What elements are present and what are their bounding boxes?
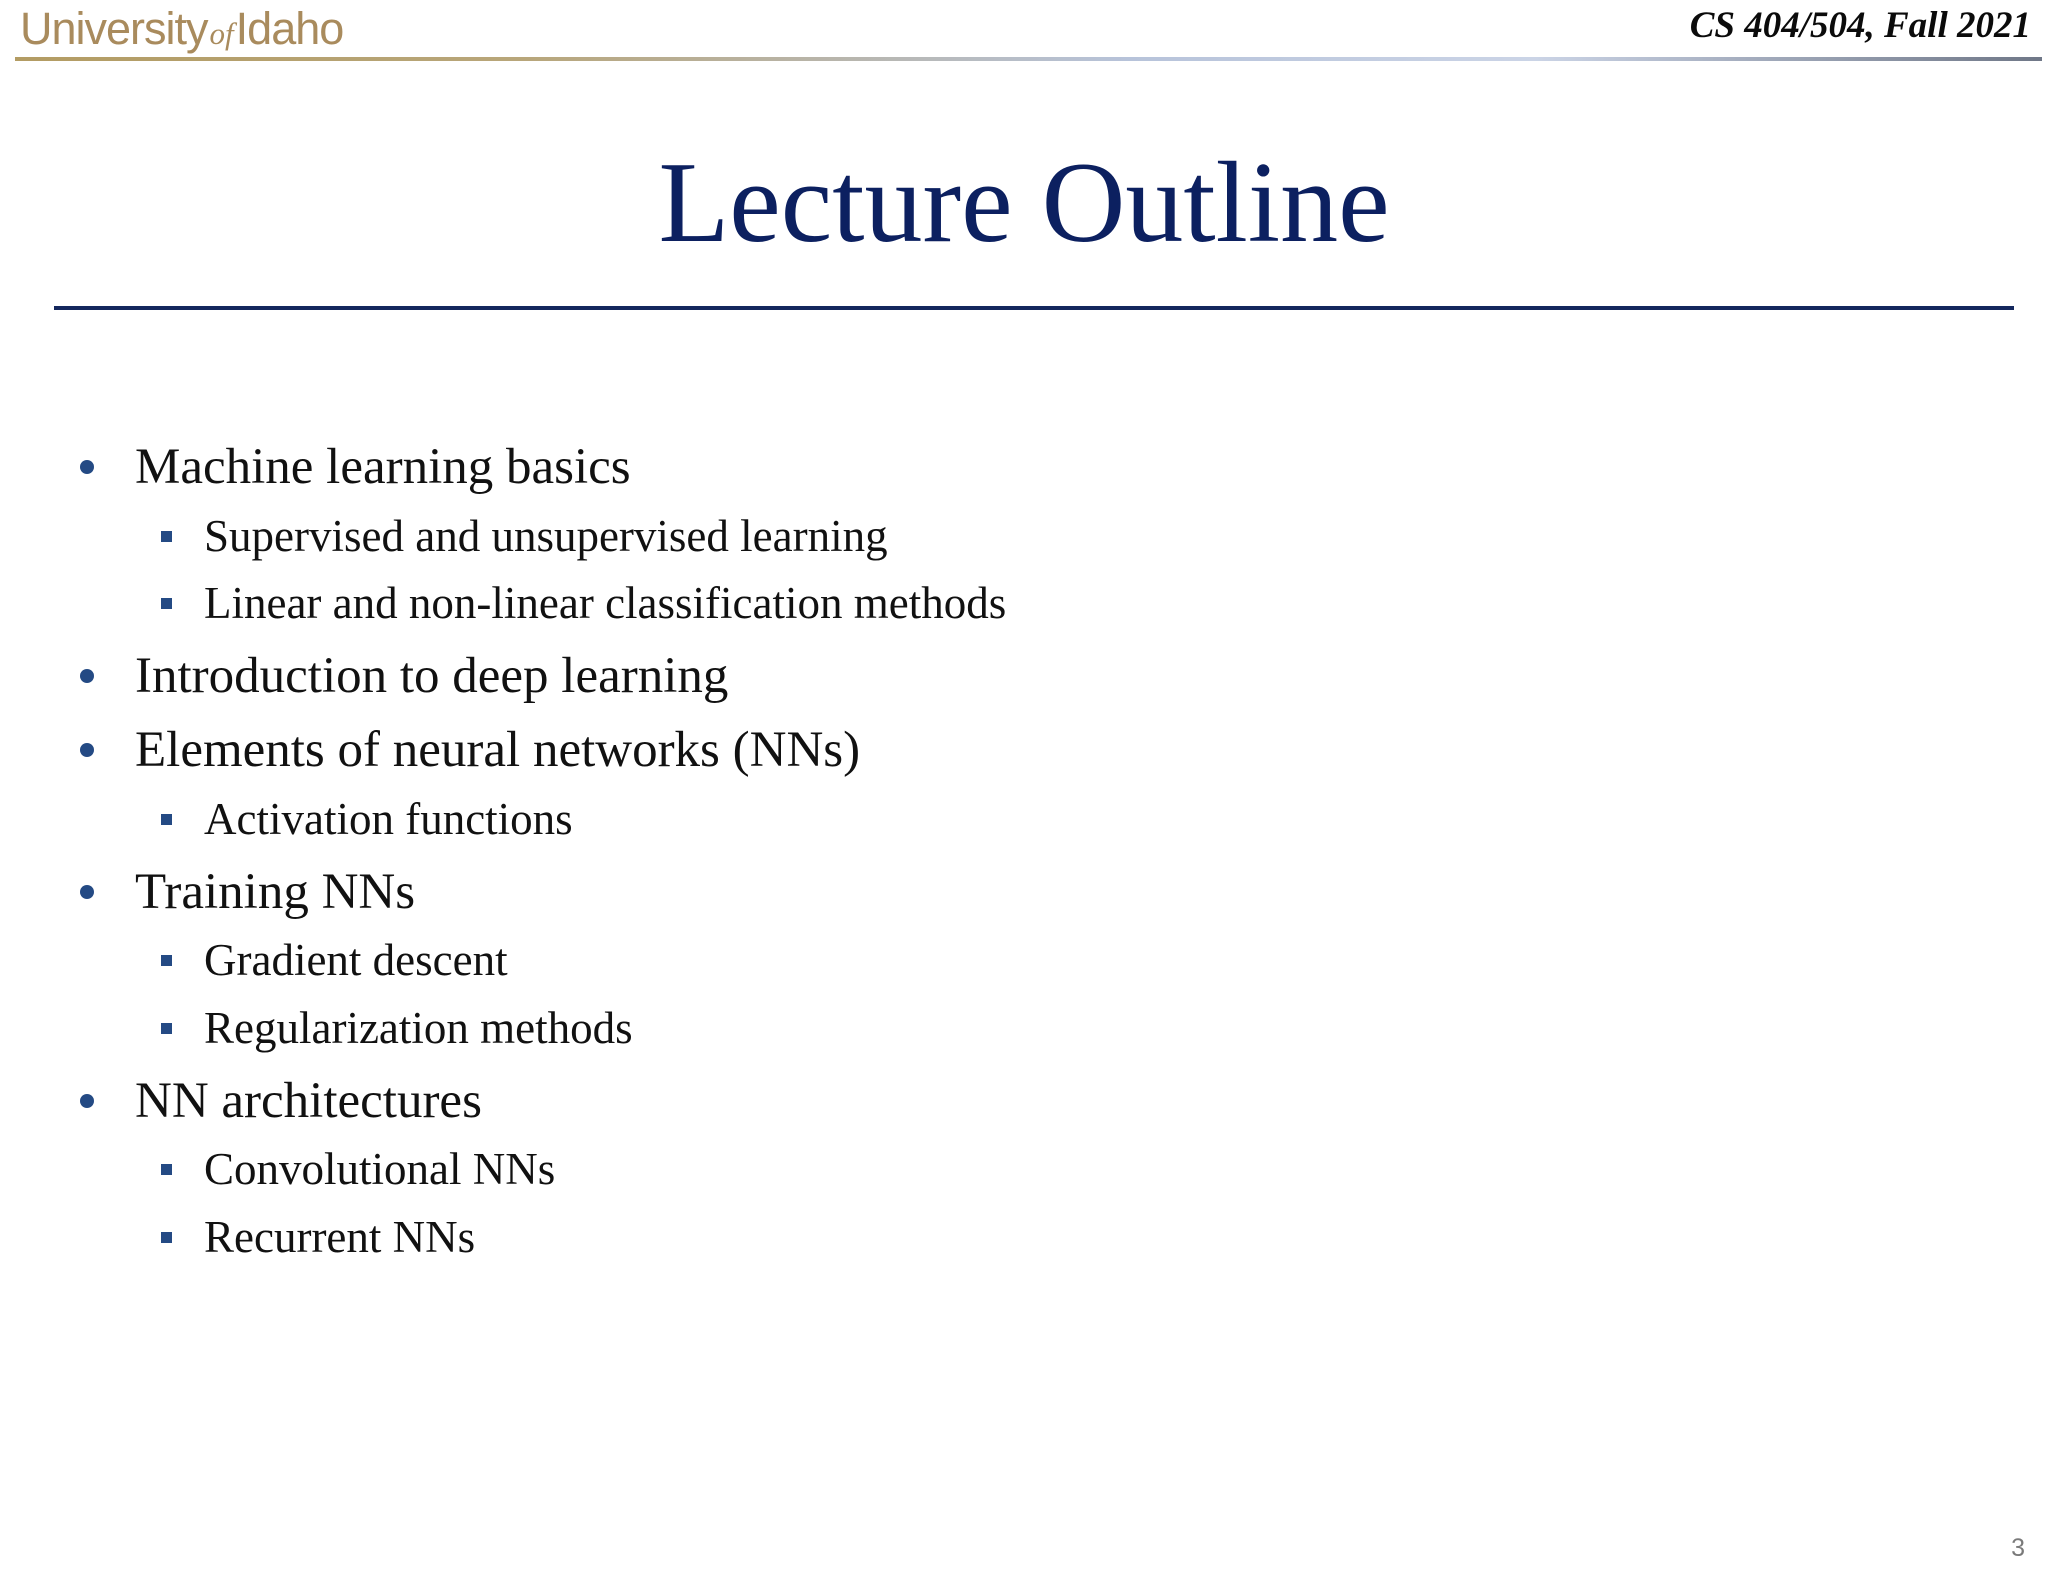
bullet-dot-icon xyxy=(80,885,94,899)
outline-subitem-text: Supervised and unsupervised learning xyxy=(204,511,888,561)
bullet-square-icon xyxy=(161,955,172,966)
outline-item-text: Elements of neural networks (NNs) xyxy=(135,722,861,778)
university-logo xyxy=(20,4,343,59)
outline-item-text: Training NNs xyxy=(135,864,416,920)
bullet-dot-icon xyxy=(80,743,94,757)
bullet-square-icon xyxy=(161,1232,172,1243)
bullet-square-icon xyxy=(161,531,172,542)
slide-title: Lecture Outline xyxy=(658,139,1390,267)
outline-subitem-text: Recurrent NNs xyxy=(204,1212,476,1262)
title-divider xyxy=(54,306,2014,310)
outline-subitem-text: Linear and non-linear classification methods xyxy=(204,578,1007,628)
bullet-dot-icon xyxy=(80,669,94,683)
bullet-dot-icon xyxy=(80,1094,94,1108)
logo-university-text: University xyxy=(20,3,208,54)
outline-subitem-text: Activation functions xyxy=(204,794,573,844)
outline-subitem-text: Convolutional NNs xyxy=(204,1144,556,1194)
outline-item-text: Machine learning basics xyxy=(135,439,631,495)
bullet-square-icon xyxy=(161,1023,172,1034)
outline-item-text: Introduction to deep learning xyxy=(135,648,729,704)
header-divider xyxy=(15,57,2042,61)
outline-subitem-text: Regularization methods xyxy=(204,1003,633,1053)
bullet-square-icon xyxy=(161,598,172,609)
outline-subitem-text: Gradient descent xyxy=(204,935,508,985)
bullet-dot-icon xyxy=(80,460,94,474)
logo-of-text: of xyxy=(209,16,234,51)
course-label: CS 404/504, Fall 2021 xyxy=(1689,5,2031,46)
bullet-square-icon xyxy=(161,814,172,825)
logo-idaho-text: Idaho xyxy=(235,3,344,54)
bullet-square-icon xyxy=(161,1164,172,1175)
outline-item-text: NN architectures xyxy=(135,1073,482,1129)
page-number: 3 xyxy=(2011,1534,2025,1562)
